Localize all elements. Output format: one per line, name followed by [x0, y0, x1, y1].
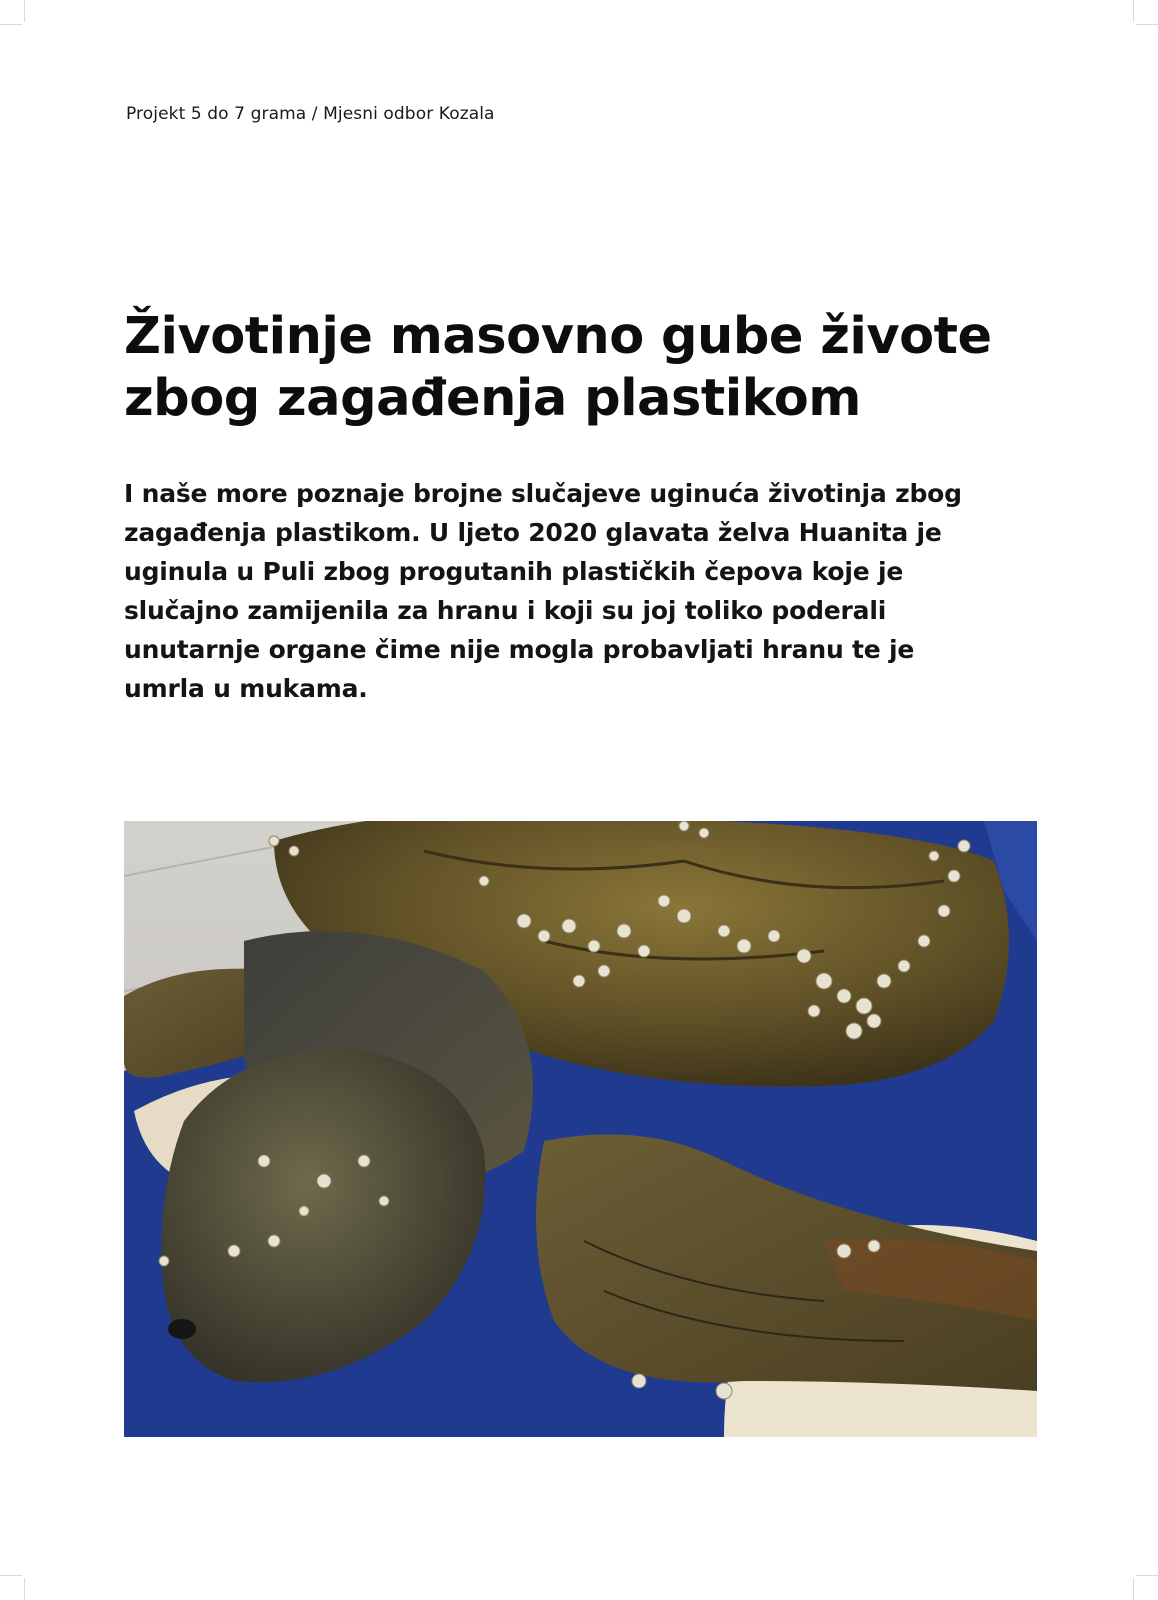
crop-mark-top-right: [1133, 0, 1134, 22]
lead-line-6: umrla u mukama.: [124, 674, 368, 703]
turtle-illustration: [124, 821, 1037, 1437]
lead-line-1: I naše more poznaje brojne slučajeve uginuća životinja zbog: [124, 479, 962, 508]
lead-line-3: uginula u Puli zbog progutanih plastičkih čepova koje je: [124, 557, 904, 586]
crop-mark-bottom-left-h: [0, 1575, 22, 1576]
article-title: [124, 306, 1024, 430]
article-lead: [124, 474, 1004, 708]
turtle-eye: [168, 1319, 196, 1339]
lead-line-5: unutarnje organe čime nije mogla probavljati hranu te je: [124, 635, 915, 664]
crop-mark-bottom-right-h: [1136, 1575, 1158, 1576]
lead-line-4: slučajno zamijenila za hranu i koji su joj toliko poderali: [124, 596, 887, 625]
project-header: Projekt 5 do 7 grama / Mjesni odbor Kozala: [126, 104, 495, 124]
title-line-1: Životinje masovno gube živote: [124, 307, 992, 366]
lead-line-2: zagađenja plastikom. U ljeto 2020 glavata želva Huanita je: [124, 518, 942, 547]
title-line-2: zbog zagađenja plastikom: [124, 369, 861, 428]
crop-mark-top-left-h: [0, 24, 22, 25]
crop-mark-top-left: [24, 0, 25, 22]
crop-mark-bottom-right: [1133, 1578, 1134, 1600]
crop-mark-top-right-h: [1136, 24, 1158, 25]
turtle-photo: [124, 821, 1037, 1437]
crop-mark-bottom-left: [24, 1578, 25, 1600]
